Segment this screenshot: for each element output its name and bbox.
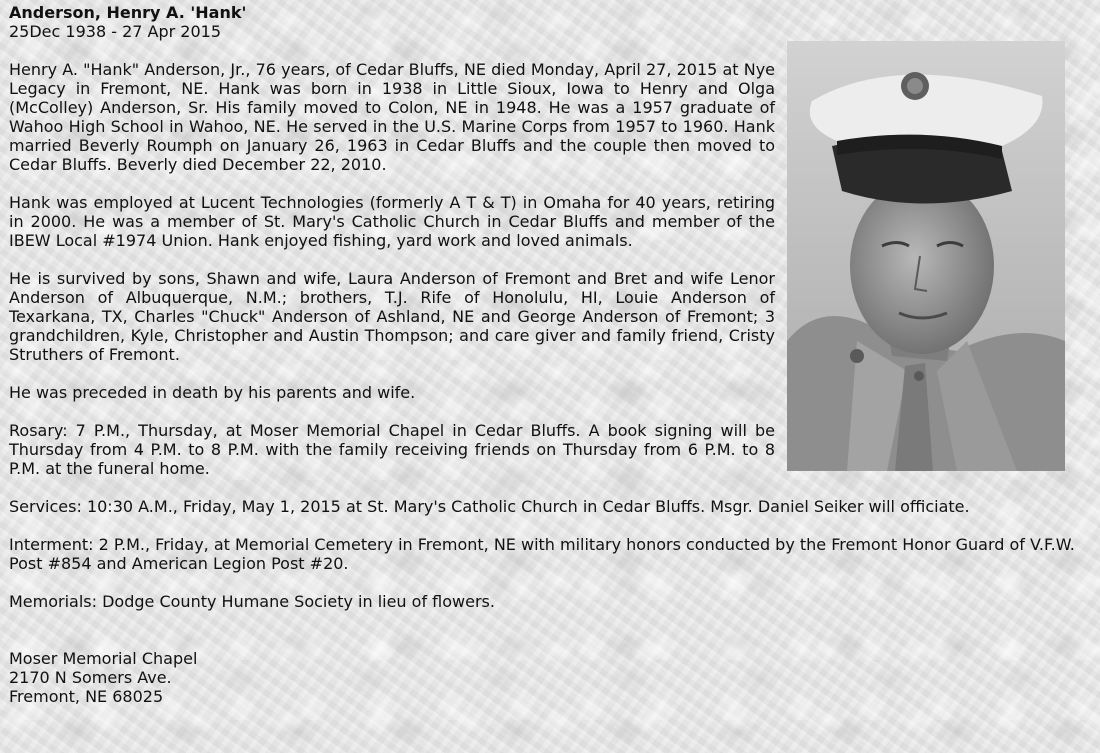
funeral-home-address: [9, 649, 1089, 706]
paragraph-career: Hank was employed at Lucent Technologies (formerly A T & T) in Omaha for 40 years, retiring in 2000. He was a member of St. Mary's Catholic Church in Cedar Bluffs and member of the IBEW Local #1974 Union. Hank enjoyed fishing, yard work and loved animals.: [9, 193, 775, 250]
deceased-name: Anderson, Henry A. 'Hank': [9, 3, 247, 22]
funeral-home-street: 2170 N Somers Ave.: [9, 668, 172, 687]
paragraph-memorials: Memorials: Dodge County Humane Society in lieu of flowers.: [9, 592, 495, 611]
paragraph-interment: Interment: 2 P.M., Friday, at Memorial Cemetery in Fremont, NE with military honors conducted by the Fremont Honor Guard of V.F.W. Post #854 and American Legion Post #20.: [9, 535, 1075, 573]
life-dates: 25Dec 1938 - 27 Apr 2015: [9, 22, 221, 41]
paragraph-rosary: Rosary: 7 P.M., Thursday, at Moser Memorial Chapel in Cedar Bluffs. A book signing will be Thursday from 4 P.M. to 8 P.M. with the family receiving friends on Thursday from 6 P.M. to 8 P.M. at the funeral home.: [9, 421, 775, 478]
funeral-home-city: Fremont, NE 68025: [9, 687, 164, 706]
paragraph-survivors: He is survived by sons, Shawn and wife, Laura Anderson of Fremont and Bret and wife Lenor Anderson of Albuquerque, N.M.; brothers, T.J. Rife of Honolulu, HI, Louie Anderson of Texarkana, TX, Charles "Chuck" Anderson of Ashland, NE and George Anderson of Fremont; 3 grandchildren, Kyle, Christopher and Austin Thompson; and care giver and family friend, Cristy Struthers of Fremont.: [9, 269, 775, 364]
paragraph-biography: Henry A. "Hank" Anderson, Jr., 76 years, of Cedar Bluffs, NE died Monday, April 27, 2015 at Nye Legacy in Fremont, NE. Hank was born in 1938 in Little Sioux, Iowa to Henry and Olga (McColley) Anderson, Sr. His family moved to Colon, NE in 1948. He was a 1957 graduate of Wahoo High School in Wahoo, NE. He served in the U.S. Marine Corps from 1957 to 1960. Hank married Beverly Roumph on January 26, 1963 in Cedar Bluffs and the couple then moved to Cedar Bluffs. Beverly died December 22, 2010.: [9, 60, 775, 174]
obituary-content: [9, 3, 1089, 706]
paragraph-services: Services: 10:30 A.M., Friday, May 1, 2015 at St. Mary's Catholic Church in Cedar Bluffs. Msgr. Daniel Seiker will officiate.: [9, 497, 970, 516]
funeral-home-name: Moser Memorial Chapel: [9, 649, 198, 668]
paragraph-preceded: He was preceded in death by his parents and wife.: [9, 383, 416, 402]
